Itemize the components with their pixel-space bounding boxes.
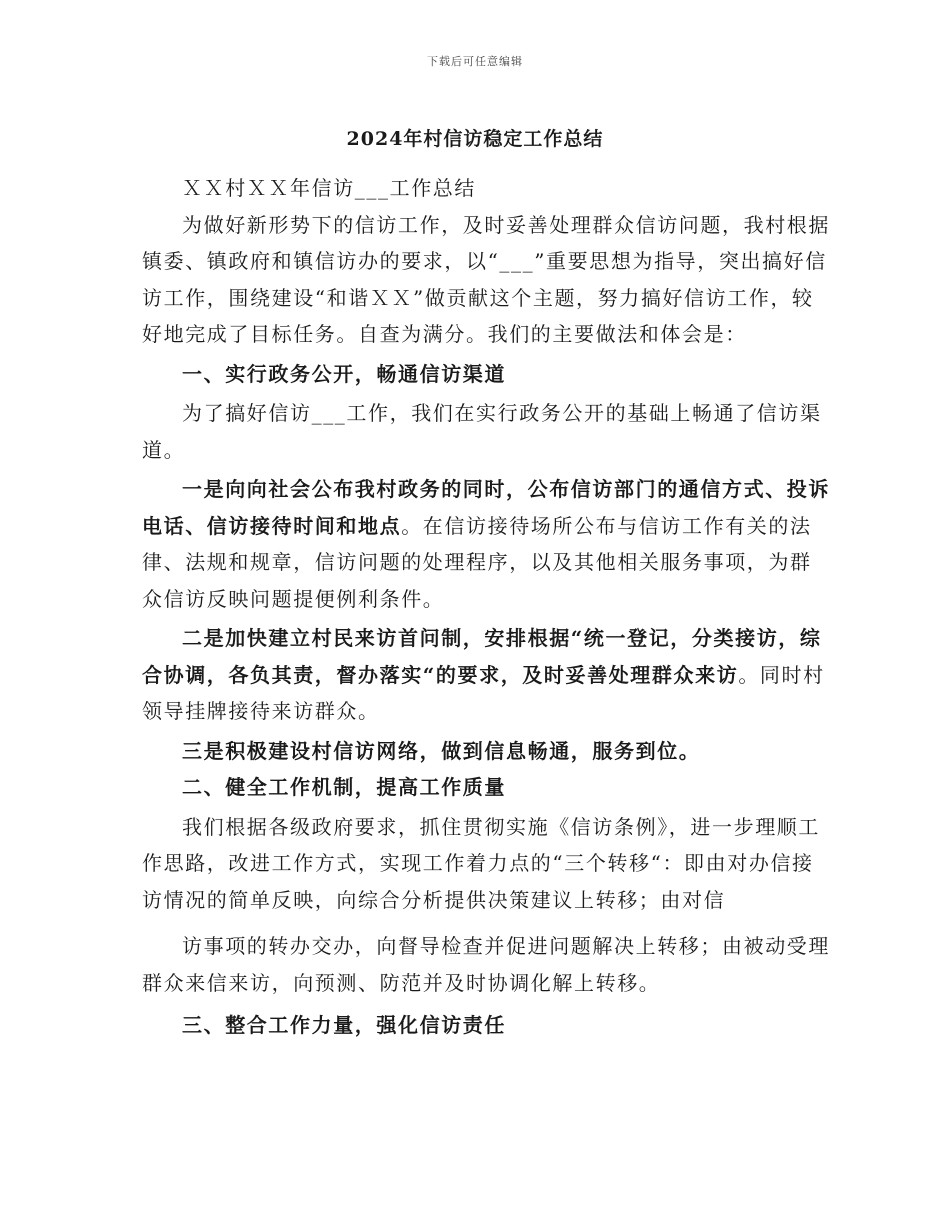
paragraph-mechanism: 我们根据各级政府要求，抓住贯彻实施《信访条例》，进一步理顺工作思路，改进工作方式，实现工作着力点的“三个转移“：即由对办信接访情况的简单反映，向综合分析提供决策建议上转移；由对信 [142,814,820,912]
paragraph-channels: 为了搞好信访___工作，我们在实行政务公开的基础上畅通了信访渠道。 [142,401,822,462]
point-1-rest: 。在信访接待场所公布与信访工作有关的法律、法规和规章，信访问题的处理程序，以及其他相关服务事项，为群众信访反映问题提便例利条件。 [142,513,812,611]
section-heading-1: 一、实行政务公开，畅通信访渠道 [182,361,506,386]
point-2-bold: 二是加快建立村民来访首问制，安排根据“统一登记，分类接访，综合协调，各负其责，督办落实“的要求，及时妥善处理群众来访 [142,626,822,687]
document-title: 2024年村信访稳定工作总结 [346,128,604,150]
paragraph-point-1 [142,471,832,617]
paragraph-mechanism-cont: 访事项的转办交办，向督导检查并促进问题解决上转移；由被动受理群众来信来访，向预测、防范并及时协调化解上转移。 [142,934,830,995]
point-1-bold: 一是向向社会公布我村政务的同时，公布信访部门的通信方式、投诉电话、信访接待时间和地点 [142,477,830,538]
document-body [142,170,832,1044]
point-2-rest: 。同时村领导挂牌接待来访群众。 [142,662,825,723]
header-note: 下载后可任意编辑 [427,55,523,68]
subtitle-paragraph: ＸＸ村ＸＸ年信访___工作总结 [182,176,476,200]
paragraph-point-3: 三是积极建设村信访网络，做到信息畅通，服务到位。 [182,738,701,763]
section-heading-2: 二、健全工作机制，提高工作质量 [182,775,506,799]
section-heading-3: 三、整合工作力量，强化信访责任 [182,1013,506,1037]
paragraph-point-2 [142,620,832,730]
intro-paragraph: 为做好新形势下的信访工作，及时妥善处理群众信访问题，我村根据镇委、镇政府和镇信访办的要求，以“___”重要思想为指导，突出搞好信访工作，围绕建设“和谐ＸＸ”做贡献这个主题，努力搞好信访工作，较好地完成了目标任务。自查为满分。我们的主要做法和体会是： [142,212,830,346]
